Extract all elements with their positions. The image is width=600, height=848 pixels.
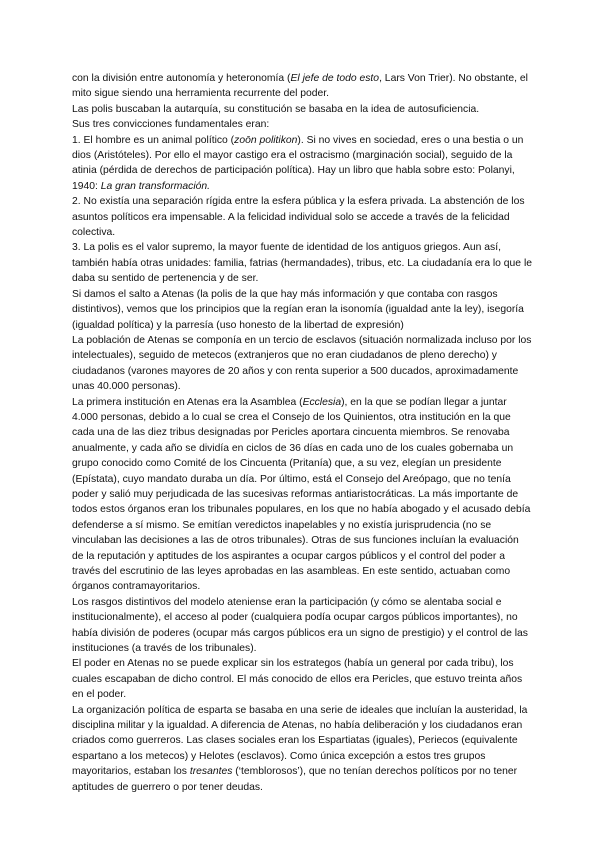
text-run: 1. El hombre es un animal político ( <box>72 134 235 146</box>
paragraph <box>72 703 532 795</box>
text-run: 2. No existía una separación rígida entre la esfera pública y la esfera privada. La abstención de los asuntos políticos era impensable. A la felicidad individual solo se accede a través de la felicidad colectiva. <box>72 196 525 239</box>
paragraph <box>72 333 532 395</box>
text-run: Las polis buscaban la autarquía, su constitución se basaba en la idea de autosuficiencia. <box>72 103 480 115</box>
text-run: Sus tres convicciones fundamentales eran: <box>72 119 270 131</box>
italic-text: El jefe de todo esto <box>290 73 380 84</box>
text-run: El poder en Atenas no se puede explicar sin los estrategos (había un general por cada tribu), los cuales escapaban de dicho control. El más conocido de ellos era Pericles, que estuvo treinta años en el poder. <box>72 658 523 701</box>
paragraph <box>72 287 532 333</box>
paragraph <box>72 133 532 195</box>
text-run: 3. La polis es el valor supremo, la mayor fuente de identidad de los antiguos griegos. Aun así, también había otras unidades: familia, fatrias (hermandades), tribus, etc. La ciudadanía era lo que le daba su sentido de pertenencia y de ser. <box>72 242 532 285</box>
text-run: La organización política de esparta se basaba en una serie de ideales que incluían la austeridad, la disciplina militar y la igualdad. A diferencia de Atenas, no había deliberación y los ciudadanos eran criados como guerreros. Las clases sociales eran los Espartiatas (iguales), Periecos (equivalente espartano a los metecos) y Helotes (esclavos). Como única excepción a estos tres grupos mayoritarios, estaban los <box>72 704 528 778</box>
italic-text: zoōn politikon <box>234 134 298 146</box>
paragraph <box>72 194 532 240</box>
text-run: , Lars Von Trier). No obstante, el mito sigue siendo una herramienta recurrente del poder. <box>72 73 528 100</box>
paragraph <box>72 117 532 132</box>
text-run: con la división entre autonomía y heteronomía ( <box>72 73 291 84</box>
text-run: La primera institución en Atenas era la Asamblea ( <box>72 396 303 408</box>
paragraph <box>72 395 532 595</box>
text-run: (‘temblorosos’), que no tenían derechos políticos por no tener aptitudes de guerrero o por tener deudas. <box>72 766 518 793</box>
document-body <box>72 71 532 795</box>
italic-text: La gran transformación. <box>100 180 211 192</box>
paragraph <box>72 595 532 657</box>
italic-text: Ecclesia <box>302 396 342 408</box>
paragraph <box>72 240 532 286</box>
italic-text: tresantes <box>189 766 233 778</box>
text-run: Los rasgos distintivos del modelo ateniense eran la participación (y cómo se alentaba social e institucionalmente), el acceso al poder (cualquiera podía ocupar cargos públicos importantes), no había división de poderes (ocupar más cargos públicos era un signo de prestigio) y el control de las instituciones (a través de los tribunales). <box>72 596 528 655</box>
paragraph <box>72 71 532 102</box>
paragraph <box>72 102 532 117</box>
text-run: Si damos el salto a Atenas (la polis de la que hay más información y que contaba con rasgos distintivos), vemos que los principios que la regían eran la isonomía (igualdad ante la ley), isegoría (igualdad política) y la parresía (uso honesto de la libertad de expresión) <box>72 288 524 331</box>
text-run: La población de Atenas se componía en un tercio de esclavos (situación normalizada incluso por los intelectuales), seguido de metecos (extranjeros que no eran ciudadanos de pleno derecho) y ciudadanos (varones mayores de 20 años y con renta superior a 500 ducados, aproximadamente unas 40.000 personas). <box>72 334 532 393</box>
paragraph <box>72 656 532 702</box>
text-run: ). Si no vives en sociedad, eres o una bestia o un dios (Aristóteles). Por ello el mayor castigo era el ostracismo (marginación social), seguido de la atinia (pérdida de derechos de participación política). Hay un libro que habla sobre esto: Polanyi, 1940: <box>72 134 524 192</box>
text-run: ), en la que se podían llegar a juntar 4.000 personas, debido a lo cual se crea el Consejo de los Quinientos, otra institución en la que cada una de las diez tribus designadas por Pericles aportara cincuenta miembros. Se renovaba anualmente, y cada año se dividía en ciclos de 36 días en cada uno de los cuales gobernaba un grupo conocido como Comité de los Cincuenta (Pritanía) que, a su vez, elegían un presidente (Epístata), cuyo mandato duraba un día. Por último, está el Consejo del Areópago, que no tenía poder y salió muy perjudicada de las sucesivas reformas antiaristocráticas. La más importante de todos estos órganos eran los tribunales populares, en los que no había abogado y el acusado debía defenderse a sí mismo. Se emitían veredictos inapelables y no existía jurisprudencia (no se vinculaban las decisiones a las de otros tribunales). Otras de sus funciones incluían la evaluación de la reputación y aptitudes de los aspirantes a ocupar cargos públicos y el control del poder a través del escrutinio de las leyes aprobadas en las asambleas. En este sentido, actuaban como órganos contramayoritarios. <box>72 396 531 593</box>
